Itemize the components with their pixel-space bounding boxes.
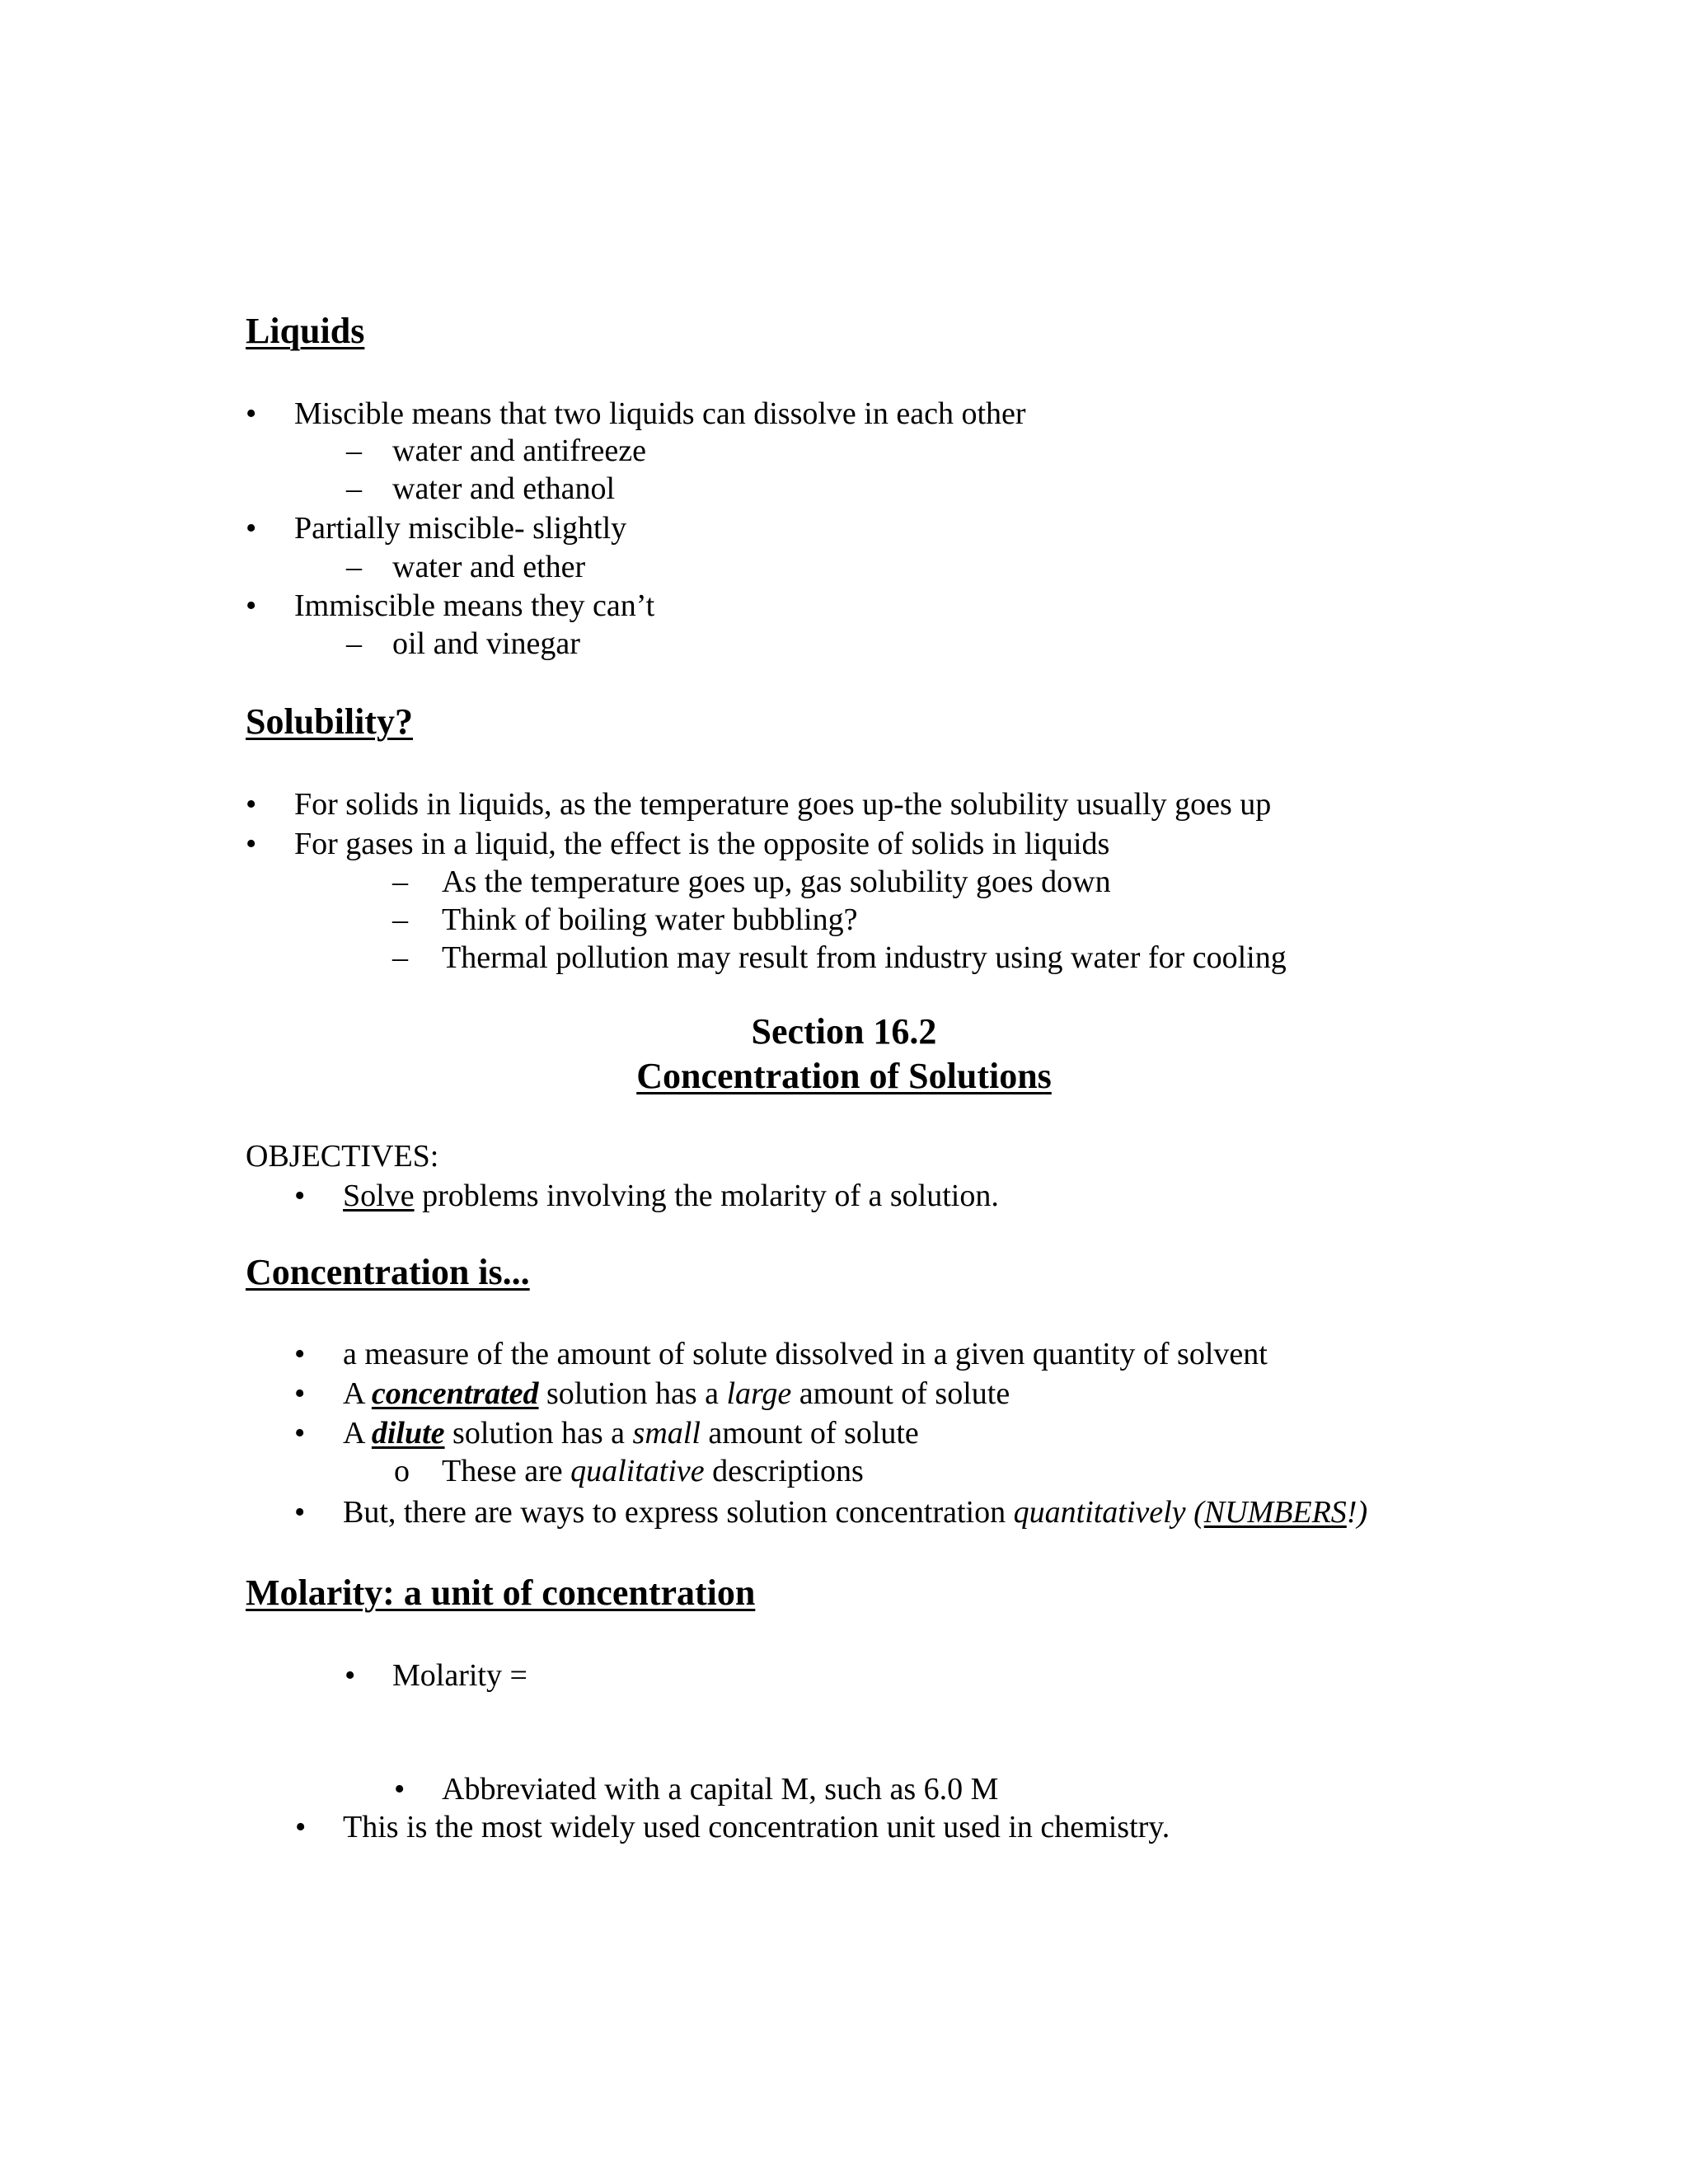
concentration-bullet-concentrated <box>343 1375 1010 1413</box>
liquids-bullet-miscible: Miscible means that two liquids can dissolve in each other <box>294 396 1026 431</box>
bullet-marker: • <box>294 1376 306 1411</box>
molarity-bullet-equals: Molarity = <box>392 1658 528 1693</box>
liquids-sub-oil: oil and vinegar <box>392 626 580 661</box>
concentration-sub-qualitative <box>442 1452 864 1490</box>
term-concentrated: concentrated <box>371 1376 539 1411</box>
text-a: But, there are ways to express solution concentration <box>343 1495 1014 1530</box>
section-number-text: Section 16.2 <box>751 1011 937 1052</box>
solubility-heading: Solubility? <box>246 701 413 742</box>
adj-large: large <box>726 1376 792 1411</box>
term-dilute: dilute <box>371 1416 445 1451</box>
paren-close: !) <box>1346 1495 1368 1530</box>
text-a: A <box>343 1416 372 1451</box>
term-qualitative: qualitative <box>570 1454 705 1488</box>
text-c: amount of solute <box>700 1416 919 1451</box>
section-title-text: Concentration of Solutions <box>636 1056 1052 1096</box>
concentration-bullet-quantitative <box>343 1493 1367 1531</box>
term-numbers: NUMBERS <box>1203 1495 1347 1530</box>
bullet-marker: • <box>246 511 257 546</box>
molarity-bullet-widely-used: This is the most widely used concentration unit used in chemistry. <box>343 1810 1170 1844</box>
objective-verb: Solve <box>343 1179 415 1213</box>
objective-rest: problems involving the molarity of a solution. <box>414 1179 999 1213</box>
section-number <box>0 1010 1688 1053</box>
bullet-marker: • <box>294 1416 306 1451</box>
dash-marker: – <box>392 902 408 937</box>
molarity-heading: Molarity: a unit of concentration <box>246 1572 756 1613</box>
dash-marker: – <box>392 940 408 975</box>
liquids-bullet-immiscible: Immiscible means they can’t <box>294 588 655 623</box>
concentration-bullet-dilute <box>343 1414 919 1452</box>
bullet-marker: • <box>394 1772 406 1807</box>
dash-marker: – <box>346 471 362 506</box>
bullet-marker: • <box>246 396 257 431</box>
paren-open: ( <box>1185 1495 1204 1530</box>
dash-marker: – <box>392 865 408 899</box>
text-b: solution has a <box>444 1416 633 1451</box>
text-a: These are <box>442 1454 571 1488</box>
solubility-bullet-solids: For solids in liquids, as the temperature goes up-the solubility usually goes up <box>294 787 1272 822</box>
bullet-marker: • <box>246 787 257 822</box>
dash-marker: – <box>346 434 362 468</box>
solubility-sub-temperature: As the temperature goes up, gas solubility goes down <box>442 865 1111 899</box>
bullet-marker: • <box>345 1658 356 1693</box>
text-a: A <box>343 1376 372 1411</box>
bullet-marker: • <box>294 1495 306 1530</box>
circle-marker: o <box>394 1454 410 1488</box>
section-title <box>0 1055 1688 1098</box>
text-b: descriptions <box>704 1454 864 1488</box>
solubility-sub-boiling: Think of boiling water bubbling? <box>442 902 858 937</box>
bullet-marker: • <box>246 827 257 861</box>
liquids-sub-ethanol: water and ethanol <box>392 471 616 506</box>
solubility-bullet-gases: For gases in a liquid, the effect is the opposite of solids in liquids <box>294 827 1110 861</box>
text-b: solution has a <box>538 1376 727 1411</box>
liquids-sub-ether: water and ether <box>392 550 586 584</box>
bullet-marker: • <box>294 1337 306 1371</box>
concentration-bullet-measure: a measure of the amount of solute dissolved in a given quantity of solvent <box>343 1337 1268 1371</box>
text-c: amount of solute <box>791 1376 1010 1411</box>
term-quantitatively: quantitatively <box>1013 1495 1186 1530</box>
bullet-marker: • <box>295 1810 307 1844</box>
dash-marker: – <box>346 550 362 584</box>
dash-marker: – <box>346 626 362 661</box>
bullet-marker: • <box>294 1179 306 1213</box>
liquids-bullet-partially: Partially miscible- slightly <box>294 511 627 546</box>
objectives-label: OBJECTIVES: <box>246 1139 439 1174</box>
solubility-sub-thermal: Thermal pollution may result from industry using water for cooling <box>442 940 1287 975</box>
liquids-heading: Liquids <box>246 311 365 351</box>
liquids-sub-antifreeze: water and antifreeze <box>392 434 647 468</box>
concentration-heading: Concentration is... <box>246 1252 530 1292</box>
molarity-sub-abbreviated: Abbreviated with a capital M, such as 6.0 M <box>442 1772 999 1807</box>
bullet-marker: • <box>246 588 257 623</box>
adj-small: small <box>632 1416 701 1451</box>
objective-item <box>343 1177 999 1215</box>
